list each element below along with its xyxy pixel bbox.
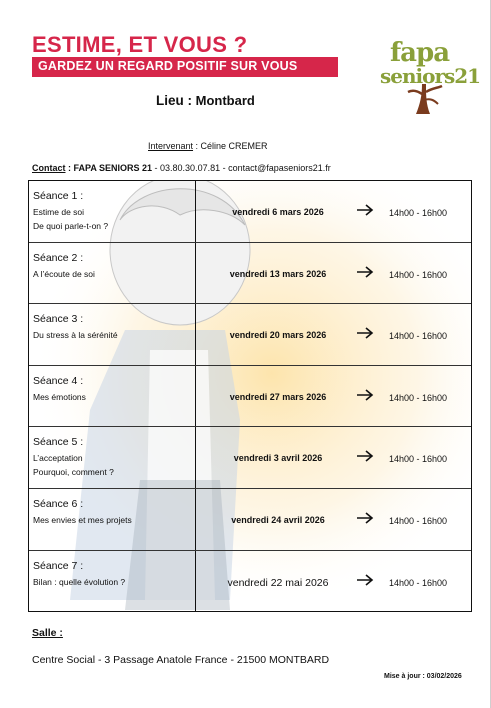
right-arrow-icon — [356, 265, 374, 279]
sessions-table — [28, 180, 472, 612]
right-arrow-icon — [356, 573, 374, 587]
session-description: L’acceptation — [33, 453, 83, 464]
speaker-label: Intervenant — [148, 141, 194, 151]
session-info-cell — [29, 366, 196, 427]
fapa-seniors-logo — [378, 38, 481, 120]
contact-details: - 03.80.30.07.81 - contact@fapaseniors21.fr — [152, 163, 331, 173]
session-row — [29, 489, 471, 551]
session-title: Séance 4 : — [33, 374, 84, 387]
session-info-cell — [29, 551, 196, 613]
session-row — [29, 243, 471, 305]
last-update: Mise à jour : 03/02/2026 — [384, 673, 462, 680]
right-arrow-icon — [356, 326, 374, 340]
session-info-cell — [29, 181, 196, 242]
session-date: vendredi 22 mai 2026 — [227, 576, 329, 589]
session-title: Séance 6 : — [33, 498, 84, 510]
contact-line — [32, 163, 331, 173]
session-description: Pourquoi, comment ? — [33, 467, 114, 478]
session-date: vendredi 20 mars 2026 — [229, 330, 327, 341]
room-label: Salle : — [32, 627, 63, 639]
session-title: Séance 1 : — [33, 190, 84, 202]
session-row — [29, 366, 471, 428]
session-row — [29, 181, 471, 243]
page-title: ESTIME, ET VOUS ? — [32, 32, 248, 57]
right-arrow-icon — [356, 388, 374, 402]
session-description: Du stress à la sérénité — [33, 330, 118, 341]
logo-text-line2: seniors21 — [380, 64, 481, 88]
session-date: vendredi 13 mars 2026 — [229, 268, 327, 279]
session-date: vendredi 3 avril 2026 — [233, 453, 323, 464]
session-time: 14h00 - 16h00 — [389, 208, 448, 218]
session-description: Mes envies et mes projets — [33, 515, 132, 525]
session-description: De quoi parle-t-on ? — [33, 221, 109, 231]
session-date: vendredi 27 mars 2026 — [229, 391, 327, 402]
location-value: Montbard — [195, 93, 255, 108]
page-subtitle: GARDEZ UN REGARD POSITIF SUR VOUS — [38, 59, 298, 73]
location-label: Lieu : — [156, 93, 192, 108]
contact-separator: : — [65, 163, 74, 173]
session-title: Séance 2 : — [33, 251, 84, 264]
logo-text-line1: fapa — [390, 38, 450, 68]
contact-org: FAPA SENIORS 21 — [73, 163, 153, 173]
session-time: 14h00 - 16h00 — [389, 577, 448, 588]
session-info-cell — [29, 427, 196, 488]
session-description: Mes émotions — [33, 391, 86, 402]
session-time: 14h00 - 16h00 — [389, 516, 448, 526]
contact-label: Contact — [32, 163, 66, 173]
session-title: Séance 3 : — [33, 313, 84, 326]
room-address: Centre Social - 3 Passage Anatole France - 21500 MONTBARD — [32, 654, 330, 666]
session-info-cell — [29, 489, 196, 550]
session-description: Estime de soi — [33, 207, 85, 217]
right-arrow-icon — [356, 203, 374, 217]
session-time: 14h00 - 16h00 — [389, 454, 448, 465]
session-time: 14h00 - 16h00 — [389, 392, 448, 403]
session-row — [29, 427, 471, 489]
session-row — [29, 551, 471, 613]
right-arrow-icon — [356, 511, 374, 525]
session-info-cell — [29, 304, 196, 365]
speaker-value: : Céline CREMER — [193, 141, 268, 151]
speaker-line — [148, 141, 268, 151]
session-row — [29, 304, 471, 366]
session-date: vendredi 6 mars 2026 — [232, 207, 324, 217]
session-time: 14h00 - 16h00 — [389, 269, 448, 280]
session-description: Bilan : quelle évolution ? — [33, 576, 126, 587]
session-title: Séance 7 : — [33, 559, 84, 572]
right-arrow-icon — [356, 449, 374, 463]
session-title: Séance 5 : — [33, 436, 84, 449]
session-time: 14h00 - 16h00 — [389, 331, 448, 342]
session-date: vendredi 24 avril 2026 — [231, 515, 325, 525]
location-line — [156, 93, 255, 108]
session-info-cell — [29, 243, 196, 304]
session-description: A l’écoute de soi — [33, 268, 95, 279]
